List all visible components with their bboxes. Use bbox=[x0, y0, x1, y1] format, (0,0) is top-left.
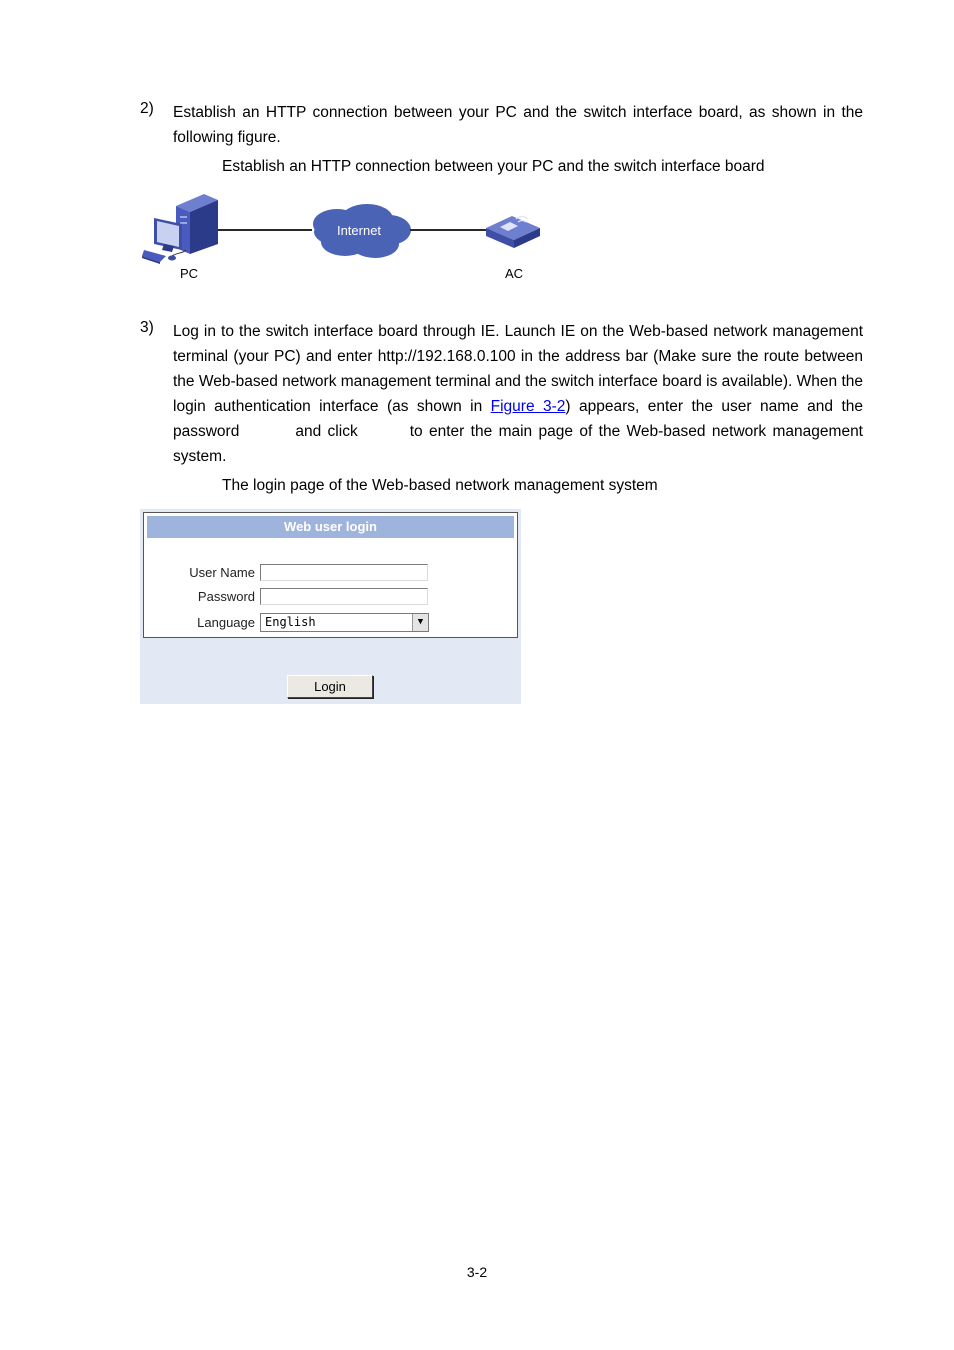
page-number: 3-2 bbox=[466, 1264, 488, 1280]
step-3 bbox=[140, 319, 863, 469]
login-panel bbox=[140, 509, 521, 704]
password-input[interactable] bbox=[260, 588, 428, 605]
language-value: English bbox=[265, 615, 316, 629]
chevron-down-icon[interactable]: ▼ bbox=[412, 614, 428, 631]
step-text-part: Log in to the switch interface board through IE. Launch IE on the Web-based network management terminal (your PC) and enter http://192.168.0.100 in the address bar (Make sure the route between the Web-based network management terminal and the switch interface board is available). When the login authentication interface (as shown in bbox=[173, 323, 863, 415]
step-text bbox=[173, 319, 863, 469]
pc-icon bbox=[142, 192, 222, 268]
figure-link[interactable]: Figure 3-2 bbox=[490, 398, 566, 415]
password-label: Password bbox=[197, 589, 255, 604]
figure-caption: Establish an HTTP connection between your PC and the switch interface board bbox=[222, 158, 765, 175]
figure-caption: The login page of the Web-based network management system bbox=[222, 477, 658, 494]
step-number: 2) bbox=[140, 100, 154, 117]
step-2 bbox=[140, 100, 863, 150]
language-label: Language bbox=[197, 615, 255, 630]
link-cloud-ac bbox=[410, 229, 490, 231]
step-text-part: to enter the main page of the Web-based network management system. bbox=[173, 423, 863, 465]
step-number: 3) bbox=[140, 319, 154, 336]
step-text: Establish an HTTP connection between your PC and the switch interface board, as shown in the following figure. bbox=[173, 104, 863, 146]
ac-device-icon bbox=[484, 210, 542, 250]
username-input[interactable] bbox=[260, 564, 428, 581]
username-label: User Name bbox=[189, 565, 255, 580]
step-text-part: and click bbox=[295, 423, 358, 440]
language-select[interactable] bbox=[260, 613, 429, 632]
ac-label: AC bbox=[505, 266, 524, 281]
login-button[interactable]: Login bbox=[287, 675, 373, 698]
link-pc-cloud bbox=[218, 229, 312, 231]
network-diagram bbox=[140, 190, 560, 285]
login-header: Web user login bbox=[147, 516, 514, 538]
login-form bbox=[143, 512, 518, 638]
cloud-label: Internet bbox=[336, 223, 382, 238]
step-text-part: ) appears, enter the user name and the password bbox=[173, 398, 863, 440]
pc-label: PC bbox=[180, 266, 199, 281]
